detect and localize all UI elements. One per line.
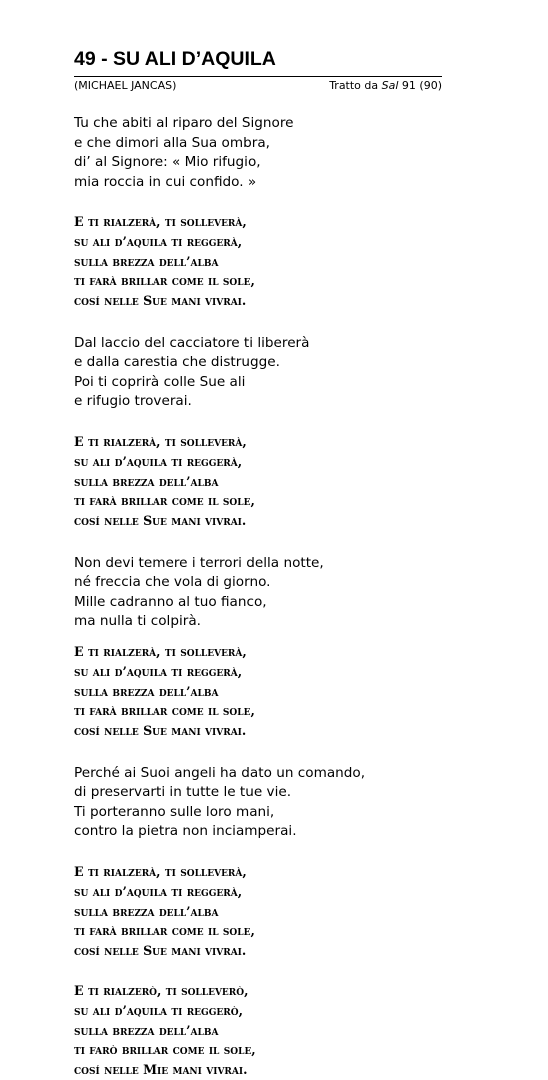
lyric-line: ma nulla ti colpirà.: [74, 613, 201, 630]
lyric-line: Perché ai Suoi angeli ha dato un comando,: [74, 764, 366, 781]
stanza-chorus-2: [74, 432, 442, 531]
chorus-line: ti farà brillar come il sole,: [74, 273, 255, 289]
stanza-verse-1: [74, 114, 442, 192]
chorus-line: E ti rialzerà, ti solleverà,: [74, 214, 247, 229]
chorus-line: E ti rialzerà, ti solleverà,: [74, 433, 247, 449]
chorus-line: cosí nelle Sue mani vivrai.: [74, 943, 247, 959]
chorus-line: E ti rialzerà, ti solleverà,: [74, 643, 247, 659]
chorus-line: sulla brezza dell’alba: [74, 473, 219, 489]
lyric-line: e che dimori alla Sua ombra,: [74, 134, 270, 151]
stanza-chorus-3: [74, 642, 442, 741]
stanza-chorus-1: [74, 212, 442, 311]
lyric-line: Mille cadranno al tuo fianco,: [74, 593, 267, 610]
source-prefix: Tratto da: [329, 79, 382, 92]
stanza-final-chorus: [74, 981, 442, 1080]
chorus-line: cosí nelle Sue mani vivrai.: [74, 293, 247, 309]
lyric-line: di’ al Signore: « Mio rifugio,: [74, 154, 261, 170]
chorus-line: ti farà brillar come il sole,: [74, 703, 255, 719]
stanza-verse-3: [74, 554, 442, 632]
lyric-line: Tu che abiti al riparo del Signore: [74, 115, 294, 131]
lyric-line: contro la pietra non inciamperai.: [74, 823, 297, 840]
stanza-chorus-4: [74, 862, 442, 961]
song-author: (MICHAEL JANCAS): [74, 79, 177, 92]
chorus-line: sulla brezza dell’alba: [74, 1022, 219, 1038]
source-suffix: 91 (90): [398, 79, 442, 92]
chorus-line: su ali d’aquila ti reggerà,: [74, 883, 243, 899]
source-book: Sal: [381, 79, 399, 92]
chorus-line: cosí nelle Sue mani vivrai.: [74, 513, 247, 529]
lyric-line: Ti porteranno sulle loro mani,: [74, 803, 275, 820]
song-source: [329, 79, 442, 93]
chorus-line: sulla brezza dell’alba: [74, 683, 219, 699]
chorus-line: ti farà brillar come il sole,: [74, 493, 255, 509]
lyric-line: mia roccia in cui confido. »: [74, 173, 257, 190]
chorus-line: cosí nelle Mie mani vivrai.: [74, 1062, 248, 1078]
song-meta: [74, 76, 442, 93]
chorus-line: sulla brezza dell’alba: [74, 903, 219, 919]
chorus-line: su ali d’aquila ti reggerà,: [74, 233, 243, 249]
chorus-line: E ti rialzerò, ti solleverò,: [74, 982, 249, 998]
chorus-line: su ali d’aquila ti reggerà,: [74, 453, 243, 469]
chorus-line: sulla brezza dell’alba: [74, 253, 219, 269]
chorus-line: ti farà brillar come il sole,: [74, 923, 255, 939]
song-page: [74, 48, 442, 1080]
lyric-line: né freccia che vola di giorno.: [74, 574, 271, 591]
song-title: 49 - SU ALI D’AQUILA: [74, 48, 276, 70]
chorus-line: cosí nelle Sue mani vivrai.: [74, 723, 247, 739]
lyric-line: e rifugio troverai.: [74, 393, 192, 410]
lyric-line: Poi ti coprirà colle Sue ali: [74, 373, 246, 390]
lyric-line: e dalla carestia che distrugge.: [74, 354, 280, 371]
chorus-line: su ali d’aquila ti reggerà,: [74, 663, 243, 679]
lyric-line: Dal laccio del cacciatore ti libererà: [74, 334, 310, 351]
stanza-verse-2: [74, 334, 442, 412]
lyric-line: di preservarti in tutte le tue vie.: [74, 784, 292, 801]
chorus-line: ti farò brillar come il sole,: [74, 1042, 256, 1058]
chorus-line: E ti rialzerà, ti solleverà,: [74, 863, 247, 879]
chorus-line: su ali d’aquila ti reggerò,: [74, 1002, 243, 1018]
lyric-line: Non devi temere i terrori della notte,: [74, 554, 324, 571]
stanza-verse-4: [74, 764, 442, 842]
